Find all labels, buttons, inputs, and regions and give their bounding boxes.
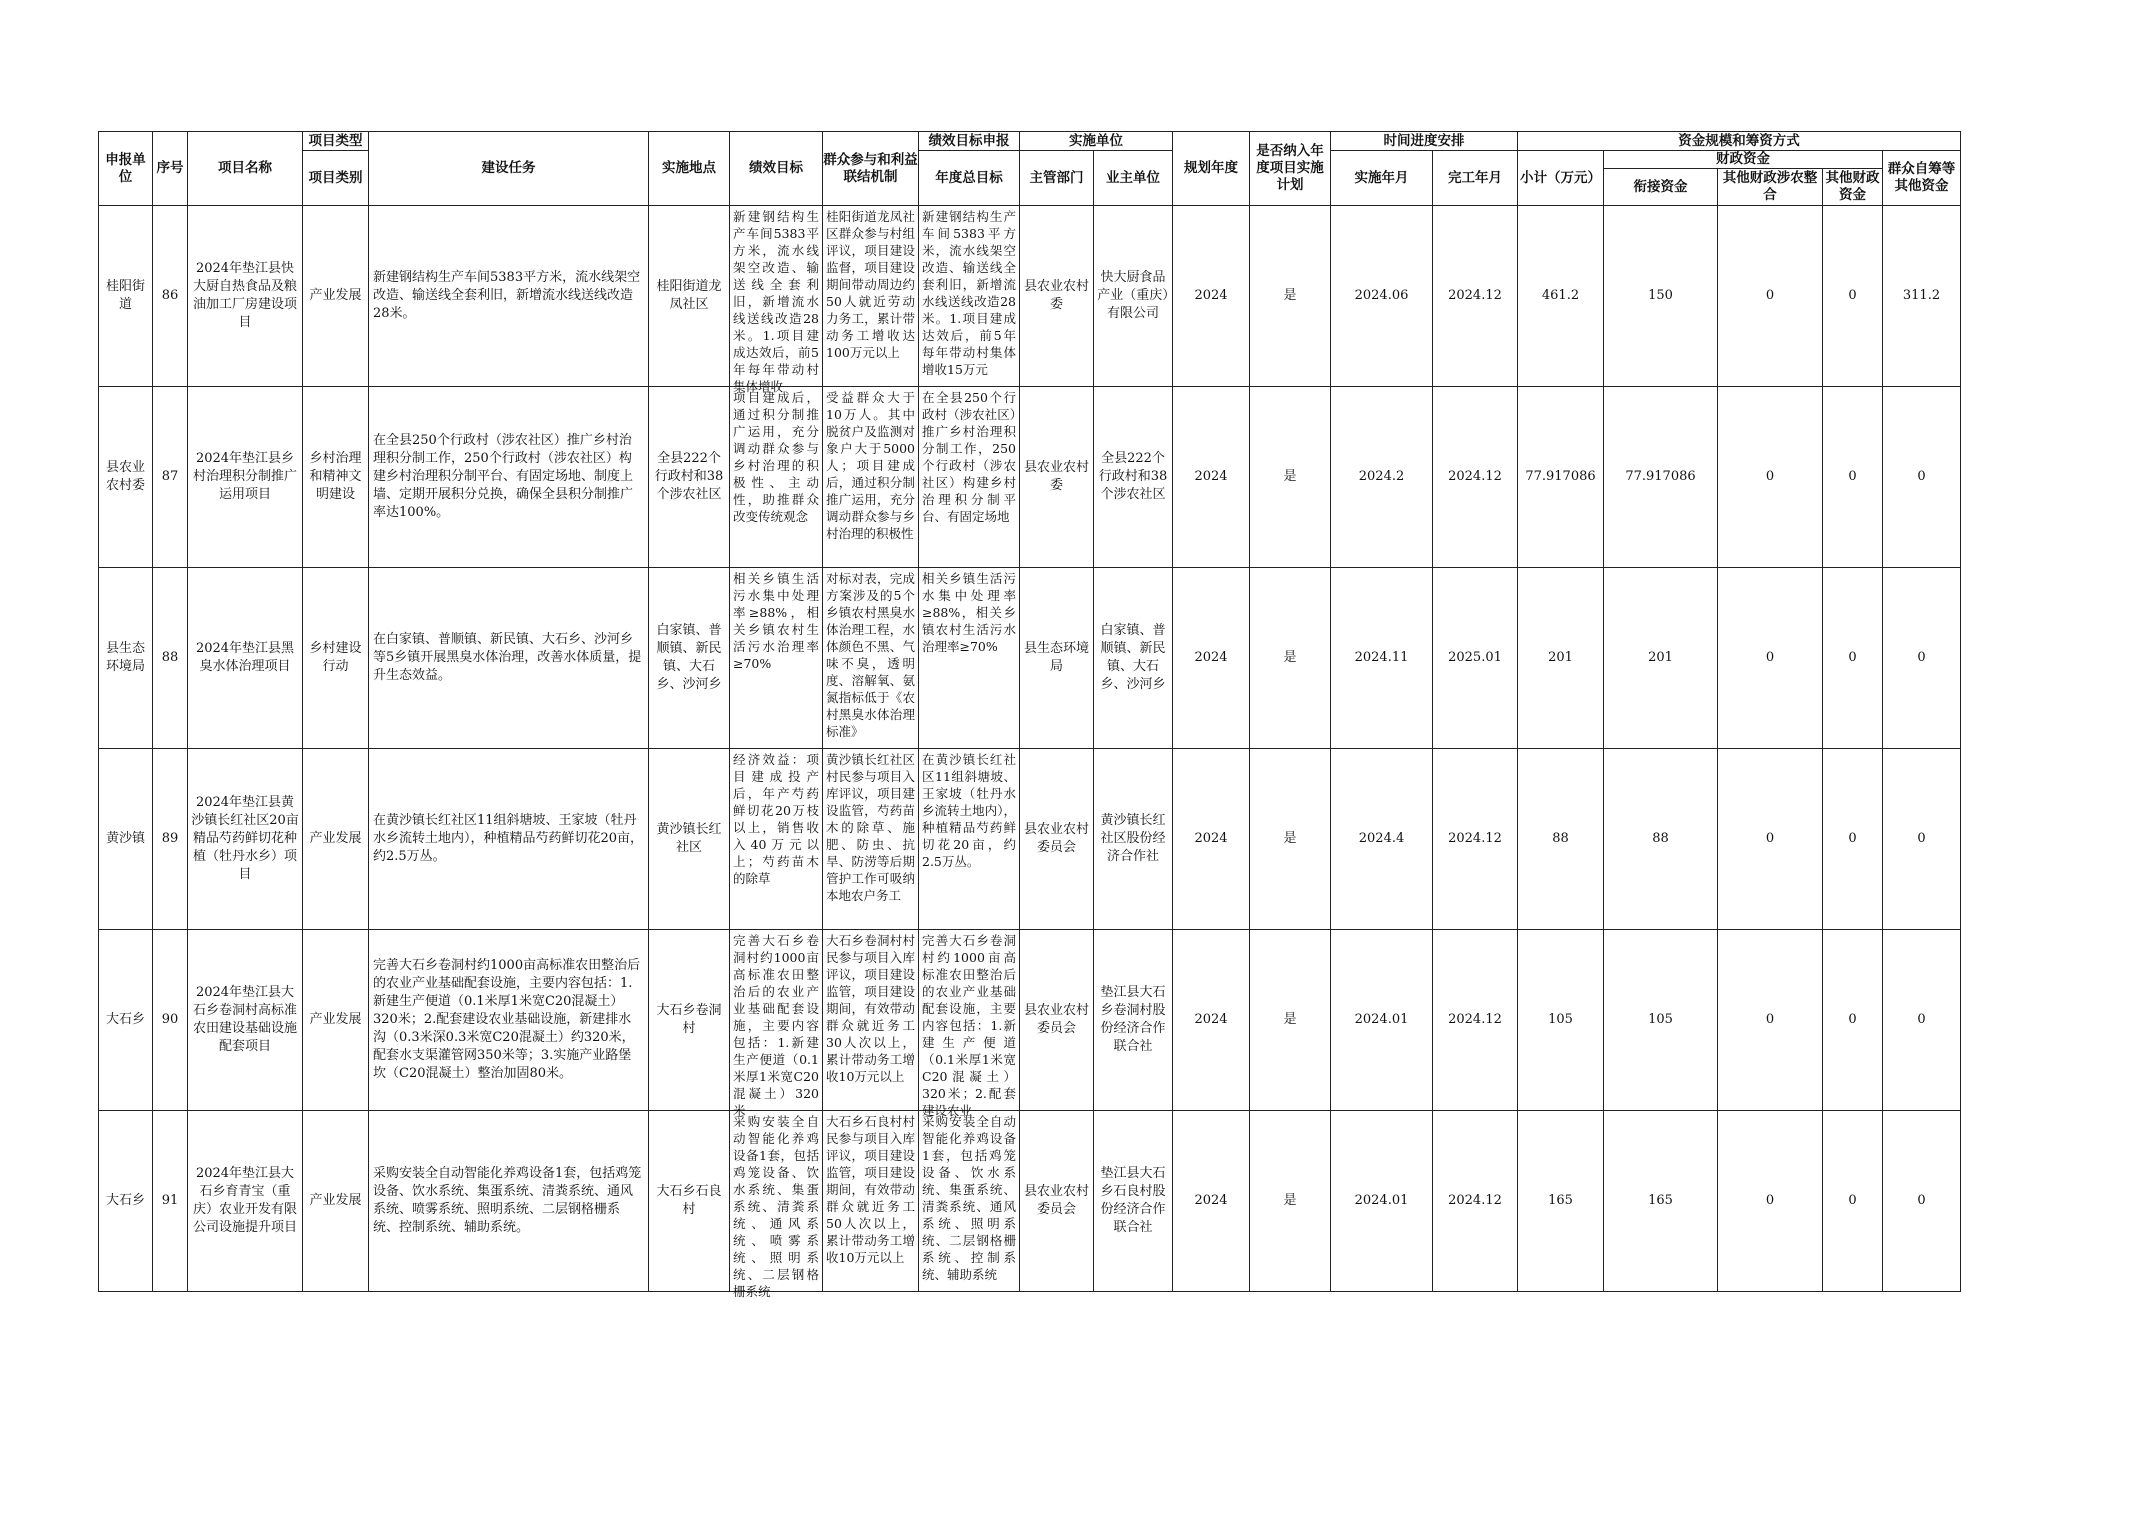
cell-goal: [730, 930, 823, 1118]
header-link-funds: 衔接资金: [1604, 169, 1718, 206]
table-row: [99, 206, 1961, 387]
cell-annual-goal: [919, 930, 1020, 1118]
cell-mechanism: [823, 1111, 919, 1292]
cell-category: 乡村建设行动: [303, 568, 369, 749]
cell-category: 产业发展: [303, 206, 369, 387]
header-other-agri: 其他财政涉农整合: [1718, 169, 1823, 206]
cell-task: 在白家镇、普顺镇、新民镇、大石乡、沙河乡等5乡镇开展黑臭水体治理，改善水体质量，提升生态效益。: [369, 568, 649, 749]
cell-included: 是: [1250, 568, 1331, 749]
cell-goal: [730, 568, 823, 749]
cell-seq: 88: [153, 568, 188, 749]
cell-mechanism-text: 黄沙镇长红社区村民参与项目入库评议，项目建设监管，芍药苗木的除草、施肥、防虫、抗旱、防涝等后期管护工作可吸纳本地农户务工: [826, 752, 915, 903]
cell-annual-goal: [919, 387, 1020, 568]
cell-unit: 黄沙镇: [99, 749, 153, 930]
header-mechanism: 群众参与和利益联结机制: [823, 132, 919, 206]
header-perf-group: 绩效目标申报: [919, 132, 1020, 151]
cell-subtotal: 461.2: [1518, 206, 1604, 387]
cell-other-fiscal: 0: [1823, 206, 1883, 387]
cell-goal-text: 新建钢结构生产车间5383平方米，流水线架空改造、输送线全套利旧，新增流水线送线改造28米。1.项目建成达效后，前5年每年带动村集体增收: [733, 209, 819, 394]
cell-dept: 县农业农村委员会: [1020, 1111, 1094, 1292]
cell-annual-goal-text: 新建钢结构生产车间5383平方米，流水线架空改造、输送线全套利旧，新增流水线送线改造28米。1.项目建成达效后，前5年每年带动村集体增收15万元: [922, 209, 1016, 377]
cell-mechanism-text: 对标对表，完成方案涉及的5个乡镇农村黑臭水体治理工程，水体颜色不黑、气味不臭，透明度、溶解氧、氨氮指标低于《农村黑臭水体治理标准》: [826, 571, 915, 739]
cell-goal: [730, 1111, 823, 1299]
cell-included: 是: [1250, 749, 1331, 930]
cell-end: 2025.01: [1433, 568, 1518, 749]
header-unit: 申报单位: [99, 132, 153, 206]
cell-unit: 桂阳街道: [99, 206, 153, 387]
cell-mechanism-text: 大石乡卷洞村村民参与项目入库评议，项目建设监管，项目建设期间，有效带动群众就近务工30人次以上，累计带动务工增收10万元以上: [826, 933, 915, 1084]
cell-start: 2024.01: [1331, 1111, 1433, 1292]
cell-start: 2024.06: [1331, 206, 1433, 387]
cell-owner: 垫江县大石乡石良村股份经济合作联合社: [1094, 1111, 1173, 1292]
cell-dept: 县农业农村委: [1020, 206, 1094, 387]
cell-place: 大石乡石良村: [649, 1111, 730, 1292]
cell-link-funds: 201: [1604, 568, 1718, 749]
cell-subtotal: 105: [1518, 930, 1604, 1111]
cell-annual-goal: [919, 206, 1020, 387]
header-goal: 绩效目标: [730, 132, 823, 206]
cell-end: 2024.12: [1433, 1111, 1518, 1292]
table-row: [99, 387, 1961, 568]
cell-year: 2024: [1173, 930, 1250, 1111]
cell-other-fiscal: 0: [1823, 1111, 1883, 1292]
cell-link-funds: 77.917086: [1604, 387, 1718, 568]
table-row: [99, 749, 1961, 930]
cell-subtotal: 201: [1518, 568, 1604, 749]
cell-goal-text: 经济效益：项目建成投产后，年产芍药鲜切花20万枝以上，销售收入40万元以上；芍药苗木的除草: [733, 752, 819, 886]
cell-seq: 89: [153, 749, 188, 930]
cell-year: 2024: [1173, 1111, 1250, 1292]
header-other-fiscal: 其他财政资金: [1823, 169, 1883, 206]
table-row: [99, 568, 1961, 749]
cell-place: 白家镇、普顺镇、新民镇、大石乡、沙河乡: [649, 568, 730, 749]
cell-included: 是: [1250, 206, 1331, 387]
cell-included: 是: [1250, 930, 1331, 1111]
cell-dept: 县生态环境局: [1020, 568, 1094, 749]
cell-subtotal: 88: [1518, 749, 1604, 930]
cell-owner: 黄沙镇长红社区股份经济合作社: [1094, 749, 1173, 930]
table-row: [99, 1111, 1961, 1292]
header-fund-group: 资金规模和筹资方式: [1518, 132, 1961, 151]
cell-mechanism-text: 受益群众大于10万人。其中脱贫户及监测对象户大于5000人；项目建成后，通过积分制推广运用，充分调动群众参与乡村治理的积极性: [826, 390, 915, 541]
cell-place: 全县222个行政村和38个涉农社区: [649, 387, 730, 568]
cell-name: 2024年垫江县黑臭水体治理项目: [188, 568, 303, 749]
cell-dept: 县农业农村委: [1020, 387, 1094, 568]
cell-name: 2024年垫江县大石乡卷洞村高标准农田建设基础设施配套项目: [188, 930, 303, 1111]
cell-self-funds: 0: [1883, 749, 1961, 930]
cell-unit: 县农业农村委: [99, 387, 153, 568]
cell-annual-goal-text: 在黄沙镇长红社区11组斜塘坡、王家坡（牡丹水乡流转土地内），种植精品芍药鲜切花20亩，约2.5万丛。: [922, 752, 1016, 869]
cell-name: 2024年垫江县黄沙镇长红社区20亩精品芍药鲜切花种植（牡丹水乡）项目: [188, 749, 303, 930]
cell-task: 在黄沙镇长红社区11组斜塘坡、王家坡（牡丹水乡流转土地内），种植精品芍药鲜切花20亩，约2.5万丛。: [369, 749, 649, 930]
cell-self-funds: 0: [1883, 930, 1961, 1111]
cell-other-agri: 0: [1718, 749, 1823, 930]
header-type-group: 项目类型: [303, 132, 369, 151]
cell-mechanism-text: 大石乡石良村村民参与项目入库评议，项目建设监管，项目建设期间，有效带动群众就近务工50人次以上，累计带动务工增收10万元以上: [826, 1114, 915, 1265]
cell-other-agri: 0: [1718, 206, 1823, 387]
cell-mechanism: [823, 387, 919, 568]
cell-annual-goal: [919, 568, 1020, 749]
cell-annual-goal-text: 在全县250个行政村（涉农社区）推广乡村治理积分制工作，250个行政村（涉农社区）构建乡村治理积分制平台、有固定场地: [922, 390, 1016, 524]
cell-year: 2024: [1173, 387, 1250, 568]
cell-dept: 县农业农村委员会: [1020, 749, 1094, 930]
cell-annual-goal-text: 完善大石乡卷洞村约1000亩高标准农田整治后的农业产业基础配套设施，主要内容包括：1.新建生产便道（0.1米厚1米宽C20混凝土）320米；2.配套建设农业: [922, 933, 1016, 1118]
header-place: 实施地点: [649, 132, 730, 206]
header-impl-group: 实施单位: [1020, 132, 1173, 151]
cell-dept: 县农业农村委员会: [1020, 930, 1094, 1111]
cell-mechanism: [823, 568, 919, 749]
cell-owner: 白家镇、普顺镇、新民镇、大石乡、沙河乡: [1094, 568, 1173, 749]
cell-place: 黄沙镇长红社区: [649, 749, 730, 930]
cell-year: 2024: [1173, 206, 1250, 387]
cell-category: 乡村治理和精神文明建设: [303, 387, 369, 568]
cell-link-funds: 88: [1604, 749, 1718, 930]
cell-end: 2024.12: [1433, 930, 1518, 1111]
cell-other-agri: 0: [1718, 930, 1823, 1111]
header-name: 项目名称: [188, 132, 303, 206]
header-owner: 业主单位: [1094, 151, 1173, 206]
cell-annual-goal: [919, 1111, 1020, 1292]
cell-mechanism-text: 桂阳街道龙凤社区群众参与村组评议，项目建设监督，项目建设期间带动周边约50人就近劳动力务工，累计带动务工增收达100万元以上: [826, 209, 915, 360]
cell-name: 2024年垫江县乡村治理积分制推广运用项目: [188, 387, 303, 568]
cell-goal: [730, 387, 823, 568]
cell-category: 产业发展: [303, 749, 369, 930]
cell-start: 2024.01: [1331, 930, 1433, 1111]
cell-self-funds: 0: [1883, 568, 1961, 749]
cell-unit: 大石乡: [99, 930, 153, 1111]
header-end: 完工年月: [1433, 151, 1518, 206]
cell-included: 是: [1250, 387, 1331, 568]
cell-unit: 县生态环境局: [99, 568, 153, 749]
cell-subtotal: 165: [1518, 1111, 1604, 1292]
cell-seq: 91: [153, 1111, 188, 1292]
cell-seq: 87: [153, 387, 188, 568]
cell-unit: 大石乡: [99, 1111, 153, 1292]
header-included: 是否纳入年度项目实施计划: [1250, 132, 1331, 206]
cell-goal: [730, 749, 823, 930]
cell-link-funds: 105: [1604, 930, 1718, 1111]
cell-mechanism: [823, 930, 919, 1111]
header-start: 实施年月: [1331, 151, 1433, 206]
header-seq: 序号: [153, 132, 188, 206]
cell-subtotal: 77.917086: [1518, 387, 1604, 568]
cell-goal-text: 完善大石乡卷洞村约1000亩高标准农田整治后的农业产业基础配套设施，主要内容包括：1.新建生产便道（0.1米厚1米宽C20混凝土）320米: [733, 933, 819, 1118]
cell-task: 新建钢结构生产车间5383平方米，流水线架空改造、输送线全套利旧，新增流水线送线改造28米。: [369, 206, 649, 387]
cell-other-fiscal: 0: [1823, 749, 1883, 930]
header-task: 建设任务: [369, 132, 649, 206]
table-row: [99, 930, 1961, 1111]
cell-year: 2024: [1173, 568, 1250, 749]
header-time-group: 时间进度安排: [1331, 132, 1518, 151]
cell-self-funds: 311.2: [1883, 206, 1961, 387]
cell-annual-goal: [919, 749, 1020, 930]
cell-link-funds: 150: [1604, 206, 1718, 387]
cell-seq: 86: [153, 206, 188, 387]
cell-goal-text: 项目建成后，通过积分制推广运用，充分调动群众参与乡村治理的积极性、主动性，助推群众改变传统观念: [733, 390, 819, 524]
cell-start: 2024.11: [1331, 568, 1433, 749]
cell-task: 采购安装全自动智能化养鸡设备1套，包括鸡笼设备、饮水系统、集蛋系统、清粪系统、通风系统、喷雾系统、照明系统、二层钢格栅系统、控制系统、辅助系统。: [369, 1111, 649, 1292]
cell-link-funds: 165: [1604, 1111, 1718, 1292]
cell-end: 2024.12: [1433, 206, 1518, 387]
cell-seq: 90: [153, 930, 188, 1111]
cell-owner: 全县222个行政村和38个涉农社区: [1094, 387, 1173, 568]
cell-mechanism: [823, 206, 919, 387]
header-year: 规划年度: [1173, 132, 1250, 206]
cell-task: 在全县250个行政村（涉农社区）推广乡村治理积分制工作，250个行政村（涉农社区）构建乡村治理积分制平台、有固定场地、制度上墙、定期开展积分兑换，确保全县积分制推广率达100%。: [369, 387, 649, 568]
cell-goal: [730, 206, 823, 394]
cell-self-funds: 0: [1883, 387, 1961, 568]
header-self-funds: 群众自筹等其他资金: [1883, 151, 1961, 206]
cell-annual-goal-text: 采购安装全自动智能化养鸡设备1套，包括鸡笼设备、饮水系统、集蛋系统、清粪系统、通风系统、照明系统、二层钢格栅系统、控制系统、辅助系统: [922, 1114, 1016, 1282]
cell-owner: 快大厨食品产业（重庆）有限公司: [1094, 206, 1173, 387]
cell-category: 产业发展: [303, 1111, 369, 1292]
cell-owner: 垫江县大石乡卷洞村股份经济合作联合社: [1094, 930, 1173, 1111]
header-annual-goal: 年度总目标: [919, 151, 1020, 206]
header-fiscal-group: 财政资金: [1604, 151, 1883, 169]
cell-goal-text: 相关乡镇生活污水集中处理率≥88%，相关乡镇农村生活污水治理率≥70%: [733, 571, 819, 671]
cell-place: 大石乡卷洞村: [649, 930, 730, 1111]
cell-other-agri: 0: [1718, 568, 1823, 749]
cell-other-fiscal: 0: [1823, 568, 1883, 749]
cell-name: 2024年垫江县快大厨自热食品及粮油加工厂房建设项目: [188, 206, 303, 387]
header-type-category: 项目类别: [303, 151, 369, 206]
header-subtotal: 小计（万元）: [1518, 151, 1604, 206]
cell-included: 是: [1250, 1111, 1331, 1292]
cell-self-funds: 0: [1883, 1111, 1961, 1292]
cell-other-agri: 0: [1718, 387, 1823, 568]
cell-year: 2024: [1173, 749, 1250, 930]
cell-other-fiscal: 0: [1823, 930, 1883, 1111]
project-table: [98, 131, 1961, 1299]
cell-other-fiscal: 0: [1823, 387, 1883, 568]
cell-name: 2024年垫江县大石乡育青宝（重庆）农业开发有限公司设施提升项目: [188, 1111, 303, 1292]
cell-place: 桂阳街道龙凤社区: [649, 206, 730, 387]
cell-start: 2024.2: [1331, 387, 1433, 568]
header-dept: 主管部门: [1020, 151, 1094, 206]
cell-task: 完善大石乡卷洞村约1000亩高标准农田整治后的农业产业基础配套设施，主要内容包括：1.新建生产便道（0.1米厚1米宽C20混凝土）320米；2.配套建设农业基础设施，新建排水沟（0.3米深0.3米宽C20混凝土）约320米，配套水支渠灌管网350米等；3.实施产业路堡坎（C20混凝土）整治加固80米。: [369, 930, 649, 1111]
cell-start: 2024.4: [1331, 749, 1433, 930]
cell-category: 产业发展: [303, 930, 369, 1111]
cell-other-agri: 0: [1718, 1111, 1823, 1292]
cell-end: 2024.12: [1433, 387, 1518, 568]
cell-goal-text: 采购安装全自动智能化养鸡设备1套，包括鸡笼设备、饮水系统、集蛋系统、清粪系统、通风系统、喷雾系统、照明系统、二层钢格栅系统: [733, 1114, 819, 1299]
cell-annual-goal-text: 相关乡镇生活污水集中处理率≥88%，相关乡镇农村生活污水治理率≥70%: [922, 571, 1016, 654]
cell-mechanism: [823, 749, 919, 930]
cell-end: 2024.12: [1433, 749, 1518, 930]
